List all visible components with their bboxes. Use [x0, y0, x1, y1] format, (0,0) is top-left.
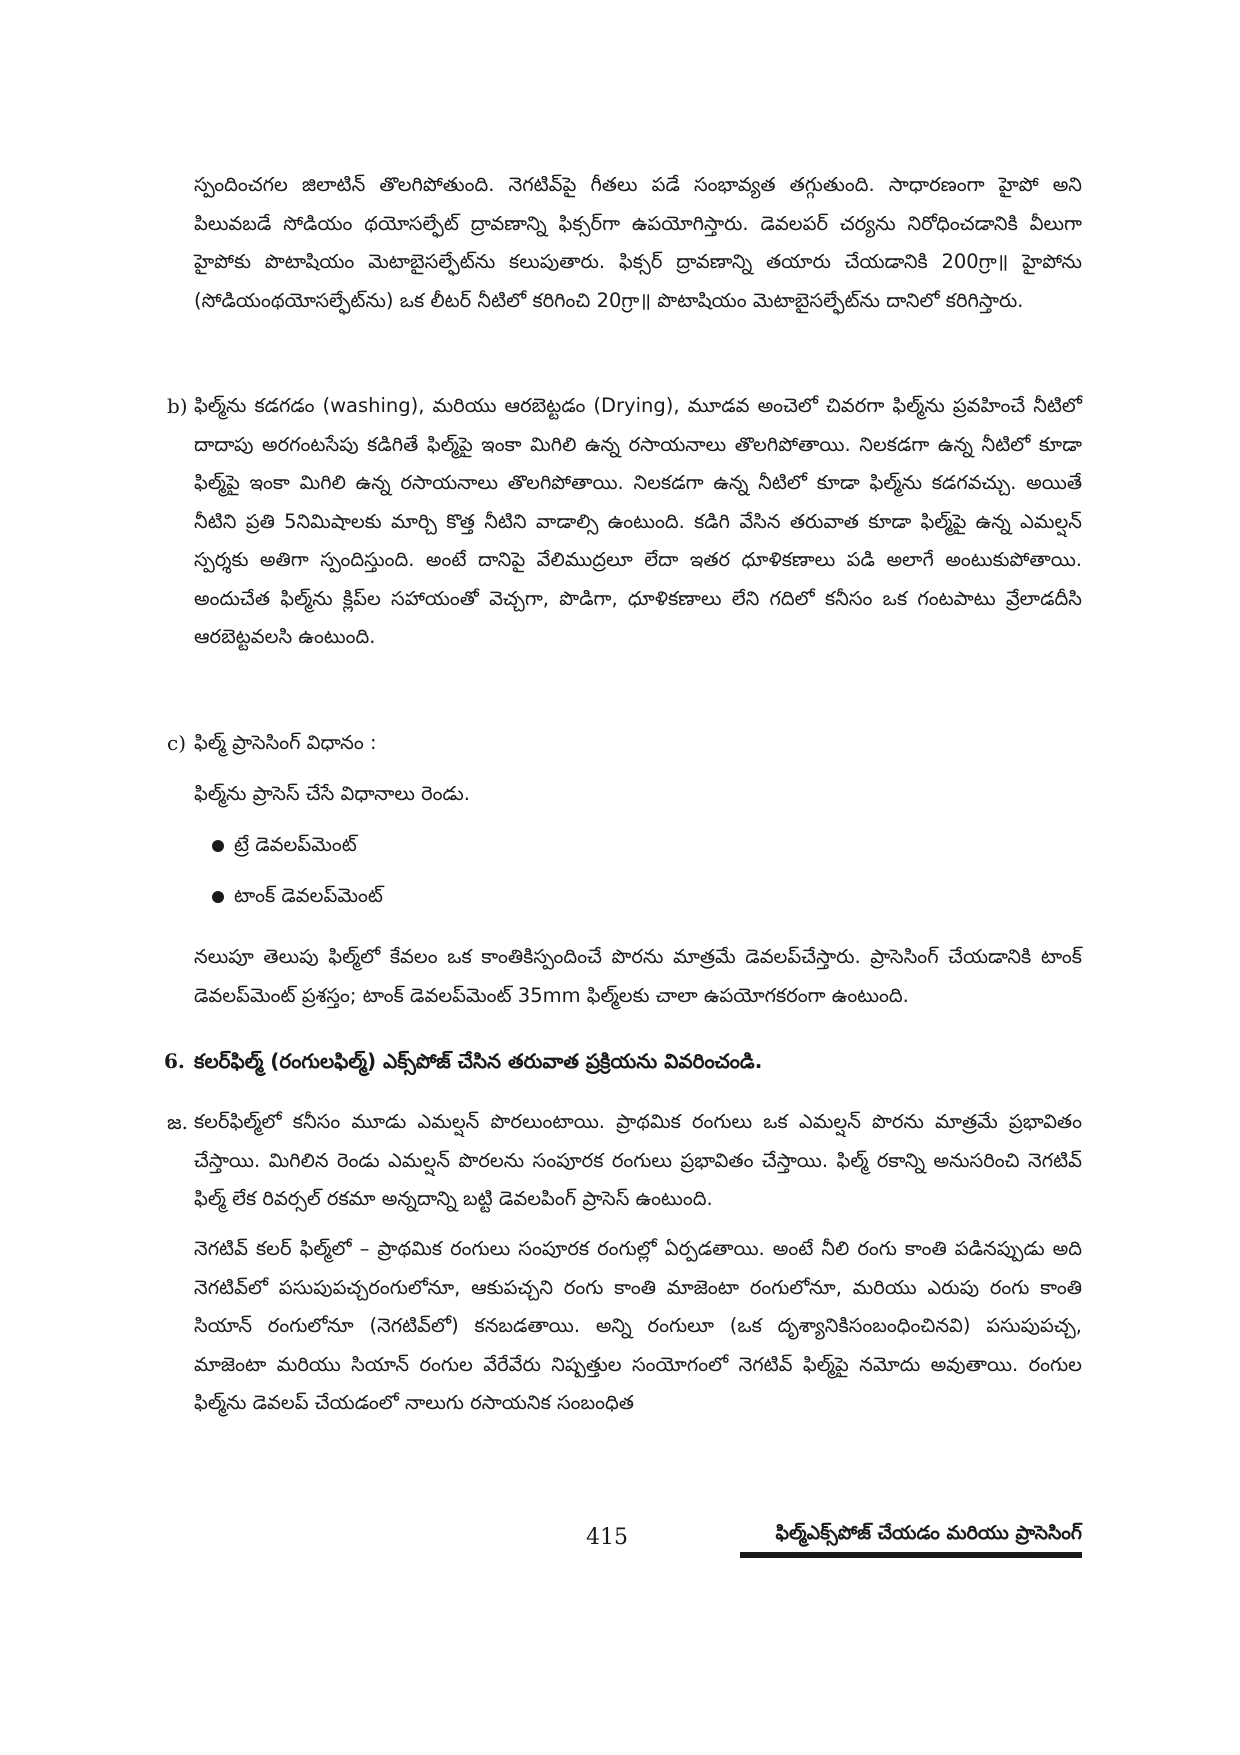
item-c	[167, 724, 1082, 763]
item-c-marker: c)	[167, 731, 187, 755]
answer-block	[167, 1103, 1082, 1219]
bullet-item	[212, 877, 383, 915]
item-c-subtitle-block	[194, 775, 1082, 814]
item-c-closing: నలుపూ తెలుపు ఫిల్మ్‌లో కేవలం ఒక కాంతికిస్పందించే పొరను మాత్రమే డెవలప్‌చేస్తారు. ప్రాసెసింగ్ చేయడానికి టాంక్ డెవలప్‌మెంట్ ప్రశస్తం; టాంక్ డెవలప్‌మెంట్ 35mm ఫిల్మ్‌లకు చాలా ఉపయోగకరంగా ఉంటుంది.	[194, 945, 1082, 1007]
bullet-text: టాంక్ డెవలప్‌మెంట్	[234, 884, 383, 907]
intro-paragraph: స్పందించగల జిలాటిన్ తొలగిపోతుంది. నెగటివ్‌పై గీతలు పడే సంభావ్యత తగ్గుతుంది. సాధారణంగా హైపో అని పిలువబడే సోడియం థయోసల్ఫేట్ ద్రావణాన్ని ఫిక్సర్‌గా ఉపయోగిస్తారు. డెవలపర్ చర్యను నిరోధించడానికి వీలుగా హైపోకు పొటాషియం మెటాబైసల్ఫేట్‌ను కలుపుతారు. ఫిక్సర్ ద్రావణాన్ని తయారు చేయడానికి 200గ్రా॥ హైపోను (సోడియంథయోసల్ఫేట్‌ను) ఒక లీటర్ నీటిలో కరిగించి 20గ్రా॥ పొటాషియం మెటాబైసల్ఫేట్‌ను దానిలో కరిగిస్తారు.	[194, 173, 1082, 312]
question-heading	[164, 1042, 1094, 1080]
bullet-icon	[212, 891, 224, 903]
answer-marker: జ.	[167, 1110, 188, 1134]
page-number: 415	[586, 1525, 628, 1550]
item-b	[167, 387, 1082, 657]
item-b-marker: b)	[167, 394, 188, 418]
intro-block	[194, 166, 1082, 320]
bullet-text: ట్రే డెవలప్‌మెంట్	[234, 833, 357, 856]
item-c-closing-block	[194, 938, 1082, 1015]
question-number: 6.	[164, 1049, 185, 1073]
item-c-title: ఫిల్మ్ ప్రాసెసింగ్ విధానం :	[194, 731, 377, 754]
answer-paragraph-1: కలర్‌ఫిల్మ్‌లో కనీసం మూడు ఎమల్షన్ పొరలుంటాయి. ప్రాథమిక రంగులు ఒక ఎమల్షన్ పొరను మాత్రమే ప్రభావితం చేస్తాయి. మిగిలిన రెండు ఎమల్షన్ పొరలను సంపూరక రంగులు ప్రభావితం చేస్తాయి. ఫిల్మ్ రకాన్ని అనుసరించి నెగటివ్ ఫిల్మ్ లేక రివర్సల్ రకమా అన్నదాన్ని బట్టి డెవలపింగ్ ప్రాసెస్ ఉంటుంది.	[194, 1110, 1082, 1210]
footer-rule	[740, 1552, 1082, 1558]
running-footer-title: ఫిల్మ్‌ఎక్స్‌పోజ్ చేయడం మరియు ప్రాసెసింగ్	[775, 1522, 1082, 1544]
bullet-icon	[212, 840, 224, 852]
bullet-item	[212, 826, 357, 864]
answer-block-2	[194, 1230, 1082, 1423]
item-b-text: ఫిల్మ్‌ను కడగడం (washing), మరియు ఆరబెట్టడం (Drying), మూడవ అంచెలో చివరగా ఫిల్మ్‌ను ప్రవహించే నీటిలో దాదాపు అరగంటసేపు కడిగితే ఫిల్మ్‌పై ఇంకా మిగిలి ఉన్న రసాయనాలు తొలగిపోతాయి. నిలకడగా ఉన్న నీటిలో కూడా ఫిల్మ్‌పై ఇంకా మిగిలి ఉన్న రసాయనాలు తొలగిపోతాయి. నిలకడగా ఉన్న నీటిలో కూడా ఫిల్మ్‌ను కడగవచ్చు. అయితే నీటిని ప్రతి 5నిమిషాలకు మార్చి కొత్త నీటిని వాడాల్సి ఉంటుంది. కడిగి వేసిన తరువాత కూడా ఫిల్మ్‌పై ఉన్న ఎమల్షన్ స్పర్శకు అతిగా స్పందిస్తుంది. అంటే దానిపై వేలిముద్రలూ లేదా ఇతర ధూళికణాలు పడి అలాగే అంటుకుపోతాయి. అందుచేత ఫిల్మ్‌ను క్లిప్‌ల సహాయంతో వెచ్చగా, పొడిగా, ధూళికణాలు లేని గదిలో కనీసం ఒక గంటపాటు వ్రేలాడదీసి ఆరబెట్టవలసి ఉంటుంది.	[194, 394, 1082, 648]
answer-paragraph-2: నెగటివ్ కలర్ ఫిల్మ్‌లో – ప్రాథమిక రంగులు సంపూరక రంగుల్లో ఏర్పడతాయి. అంటే నీలి రంగు కాంతి పడినప్పుడు అది నెగటివ్‌లో పసుపుపచ్చరంగులోనూ, ఆకుపచ్చని రంగు కాంతి మాజెంటా రంగులోనూ, మరియు ఎరుపు రంగు కాంతి సియాన్ రంగులోనూ (నెగటివ్‌లో) కనబడతాయి. అన్ని రంగులూ (ఒక దృశ్యానికిసంబంధించినవి) పసుపుపచ్చ, మాజెంటా మరియు సియాన్ రంగుల వేరేవేరు నిష్పత్తుల సంయోగంలో నెగటివ్ ఫిల్మ్‌పై నమోదు అవుతాయి. రంగుల ఫిల్మ్‌ను డెవలప్ చేయడంలో నాలుగు రసాయనిక సంబంధిత	[194, 1237, 1082, 1414]
question-text: కలర్‌ఫిల్మ్ (రంగులఫిల్మ్) ఎక్స్‌పోజ్ చేసిన తరువాత ప్రక్రియను వివరించండి.	[194, 1049, 763, 1073]
item-c-subtitle: ఫిల్మ్‌ను ప్రాసెస్ చేసే విధానాలు రెండు.	[194, 782, 470, 805]
